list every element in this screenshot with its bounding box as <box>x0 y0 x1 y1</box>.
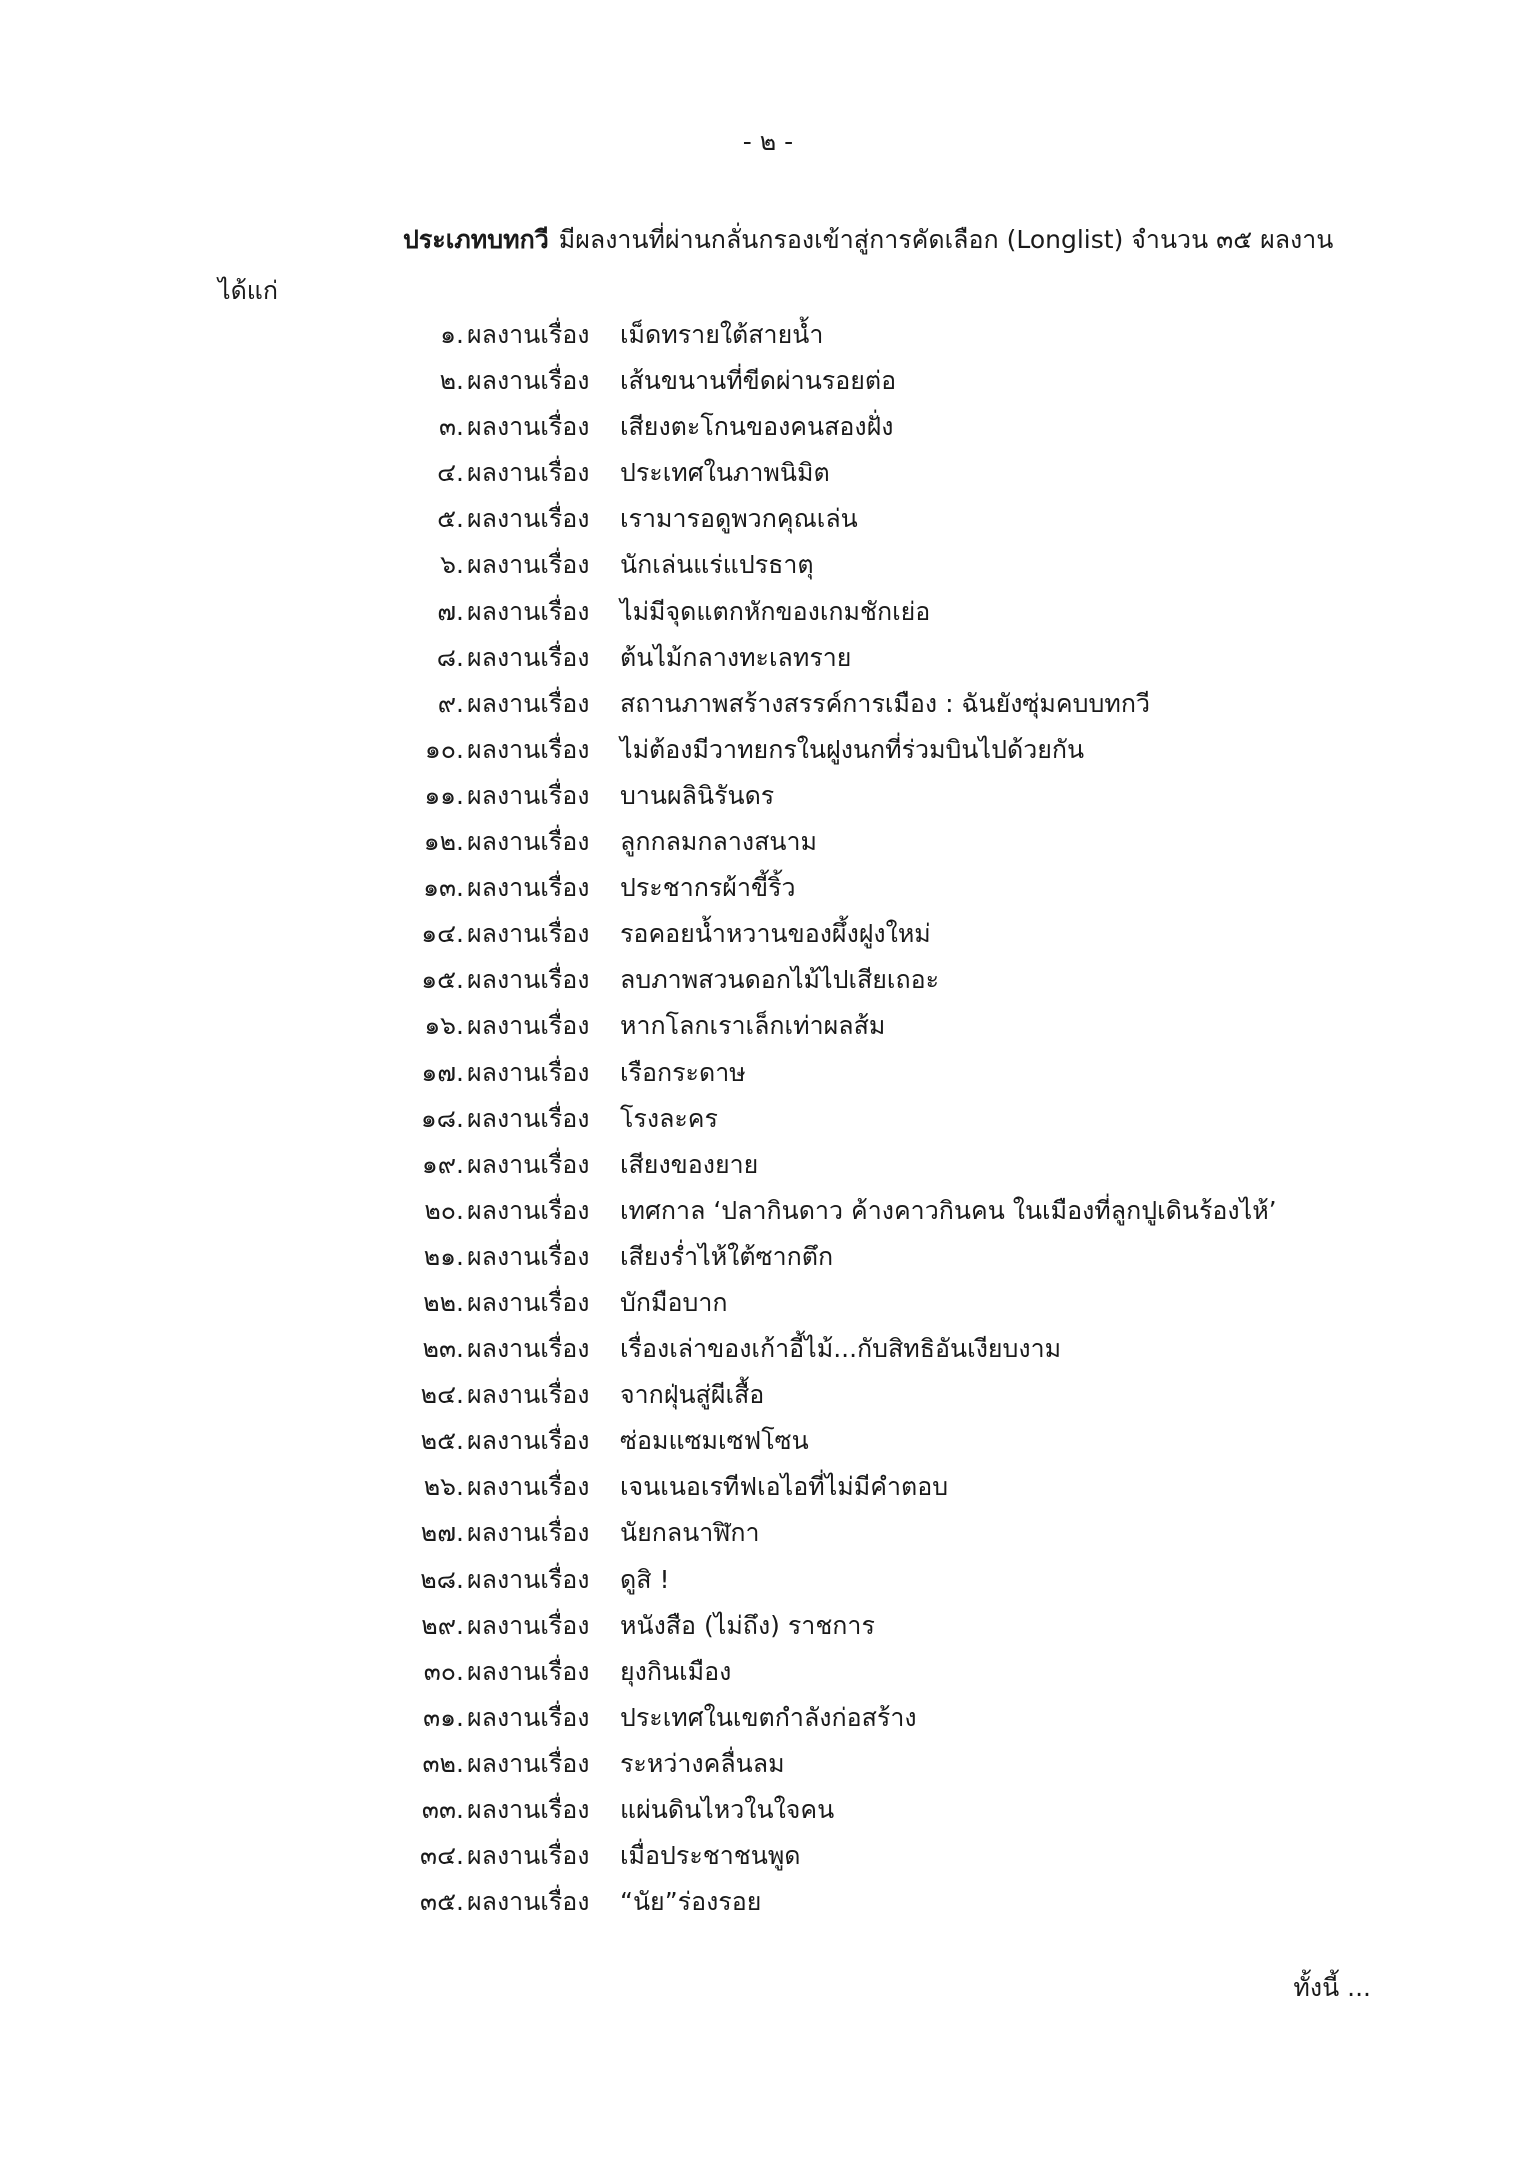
item-kind: ผลงานเรื่อง <box>467 965 590 995</box>
item-number: ๒๘. <box>420 1564 464 1594</box>
list-item <box>0 589 1536 635</box>
list-item <box>0 819 1536 865</box>
item-number: ๑๒. <box>423 827 464 857</box>
item-kind: ผลงานเรื่อง <box>467 1426 590 1456</box>
item-kind: ผลงานเรื่อง <box>467 1702 590 1732</box>
item-number: ๓๓. <box>421 1795 464 1824</box>
item-kind: ผลงานเรื่อง <box>467 1149 590 1179</box>
item-title: เรือกระดาษ <box>620 1057 746 1087</box>
list-item <box>0 1603 1536 1649</box>
list-item <box>0 358 1536 404</box>
item-kind: ผลงานเรื่อง <box>467 504 590 534</box>
list-item <box>0 1833 1536 1879</box>
list-item <box>0 1050 1536 1096</box>
item-number: ๒๓. <box>422 1334 464 1364</box>
item-kind: ผลงานเรื่อง <box>467 366 590 396</box>
list-item <box>0 1741 1536 1787</box>
item-title: รอคอยน้ำหวานของผึ้งฝูงใหม่ <box>620 919 931 949</box>
item-kind: ผลงานเรื่อง <box>467 688 590 718</box>
item-number: ๒. <box>439 366 464 396</box>
list-item <box>0 957 1536 1003</box>
item-title: เทศกาล ‘ปลากินดาว ค้างคาวกินคน ในเมืองที่ลูกปูเดินร้องไห้’ <box>620 1195 1277 1225</box>
item-number: ๑๘. <box>420 1103 464 1133</box>
item-kind: ผลงานเรื่อง <box>467 873 590 903</box>
item-kind: ผลงานเรื่อง <box>467 919 590 949</box>
item-number: ๒๗. <box>420 1518 464 1548</box>
item-number: ๗. <box>437 596 464 626</box>
list-item <box>0 911 1536 957</box>
item-title: จากฝุ่นสู่ผีเสื้อ <box>620 1380 765 1410</box>
continuation-note: ทั้งนี้ ... <box>1293 1973 1371 2002</box>
item-title: เจนเนอเรทีฟเอไอที่ไม่มีคำตอบ <box>620 1472 949 1502</box>
item-kind: ผลงานเรื่อง <box>467 734 590 764</box>
list-item <box>0 542 1536 588</box>
item-number: ๒๖. <box>423 1472 464 1502</box>
item-number: ๕. <box>437 504 464 534</box>
item-title: เรามารอดูพวกคุณเล่น <box>620 504 858 534</box>
intro-continuation: ได้แก่ <box>218 276 279 305</box>
item-title: บักมือบาก <box>620 1287 728 1317</box>
item-number: ๑๕. <box>421 965 464 995</box>
list-item <box>0 681 1536 727</box>
item-title: “นัย”ร่องรอย <box>620 1887 762 1917</box>
list-item <box>0 450 1536 496</box>
item-title: ซ่อมแซมเซฟโซน <box>620 1426 809 1456</box>
intro-text: มีผลงานที่ผ่านกลั่นกรองเข้าสู่การคัดเลือก (Longlist) จำนวน ๓๕ ผลงาน <box>558 225 1334 254</box>
item-number: ๓. <box>438 412 464 442</box>
item-kind: ผลงานเรื่อง <box>467 642 590 672</box>
item-number: ๑๙. <box>421 1149 464 1179</box>
item-kind: ผลงานเรื่อง <box>467 1103 590 1133</box>
list-item <box>0 1142 1536 1188</box>
item-kind: ผลงานเรื่อง <box>467 1610 590 1640</box>
item-number: ๓๐. <box>423 1656 464 1686</box>
item-title: เรื่องเล่าของเก้าอี้ไม้...กับสิทธิอันเงียบงาม <box>620 1334 1062 1364</box>
list-item <box>0 1695 1536 1741</box>
item-title: เส้นขนานที่ขีดผ่านรอยต่อ <box>620 366 897 396</box>
item-title: ประเทศในภาพนิมิต <box>620 458 830 488</box>
item-number: ๖. <box>440 550 464 580</box>
item-kind: ผลงานเรื่อง <box>467 1795 590 1824</box>
item-kind: ผลงานเรื่อง <box>467 1656 590 1686</box>
item-title: โรงละคร <box>620 1103 718 1133</box>
item-title: ประเทศในเขตกำลังก่อสร้าง <box>620 1702 917 1732</box>
item-number: ๓๔. <box>420 1841 464 1871</box>
list-item <box>0 1418 1536 1464</box>
list-item <box>0 1510 1536 1556</box>
item-title: เมื่อประชาชนพูด <box>620 1841 801 1871</box>
list-item <box>0 404 1536 450</box>
item-number: ๒๒. <box>423 1287 464 1317</box>
item-kind: ผลงานเรื่อง <box>467 458 590 488</box>
list-item <box>0 496 1536 542</box>
item-title: หนังสือ (ไม่ถึง) ราชการ <box>620 1610 875 1640</box>
item-kind: ผลงานเรื่อง <box>467 1472 590 1502</box>
item-kind: ผลงานเรื่อง <box>467 1518 590 1548</box>
item-title: เสียงร่ำไห้ใต้ซากตึก <box>620 1241 834 1271</box>
list-item <box>0 1003 1536 1049</box>
item-title: ยุงกินเมือง <box>620 1656 732 1686</box>
item-title: ระหว่างคลื่นลม <box>620 1748 785 1778</box>
item-title: เม็ดทรายใต้สายน้ำ <box>620 320 824 349</box>
item-kind: ผลงานเรื่อง <box>467 1748 590 1778</box>
item-kind: ผลงานเรื่อง <box>467 1564 590 1594</box>
item-kind: ผลงานเรื่อง <box>467 320 590 349</box>
item-number: ๒๑. <box>423 1241 464 1271</box>
item-number: ๒๐. <box>424 1195 464 1225</box>
item-title: ดูสิ ! <box>620 1564 670 1594</box>
item-title: แผ่นดินไหวในใจคน <box>620 1795 835 1824</box>
item-title: เสียงตะโกนของคนสองฝั่ง <box>620 412 894 442</box>
category-heading: ประเภทบทกวี <box>403 225 549 254</box>
list-item <box>0 1188 1536 1234</box>
item-number: ๒๙. <box>421 1610 464 1640</box>
item-title: นักเล่นแร่แปรธาตุ <box>620 550 814 580</box>
list-item <box>0 1787 1536 1833</box>
item-kind: ผลงานเรื่อง <box>467 780 590 810</box>
item-kind: ผลงานเรื่อง <box>467 1241 590 1271</box>
list-item <box>0 773 1536 819</box>
item-number: ๔. <box>437 458 464 488</box>
item-title: ไม่ต้องมีวาทยกรในฝูงนกที่ร่วมบินไปด้วยกัน <box>620 734 1085 764</box>
item-number: ๘. <box>436 642 464 672</box>
list-item <box>0 1326 1536 1372</box>
item-title: ลูกกลมกลางสนาม <box>620 827 817 857</box>
item-title: บานผลินิรันดร <box>620 780 775 810</box>
item-number: ๑๔. <box>421 919 464 949</box>
list-item <box>0 635 1536 681</box>
item-title: ลบภาพสวนดอกไม้ไปเสียเถอะ <box>620 965 940 995</box>
item-kind: ผลงานเรื่อง <box>467 550 590 580</box>
item-title: เสียงของยาย <box>620 1149 759 1179</box>
item-kind: ผลงานเรื่อง <box>467 1380 590 1410</box>
list-item <box>0 1234 1536 1280</box>
item-kind: ผลงานเรื่อง <box>467 1887 590 1917</box>
item-title: หากโลกเราเล็กเท่าผลส้ม <box>620 1011 886 1041</box>
list-item <box>0 1879 1536 1925</box>
list-item <box>0 727 1536 773</box>
item-number: ๑๓. <box>423 873 464 903</box>
item-kind: ผลงานเรื่อง <box>467 827 590 857</box>
list-item <box>0 1372 1536 1418</box>
list-item <box>0 312 1536 358</box>
item-title: สถานภาพสร้างสรรค์การเมือง : ฉันยังซุ่มคบบทกวี <box>620 688 1150 718</box>
list-item <box>0 1096 1536 1142</box>
item-kind: ผลงานเรื่อง <box>467 1841 590 1871</box>
item-number: ๙. <box>437 688 464 718</box>
item-kind: ผลงานเรื่อง <box>467 596 590 626</box>
list-item <box>0 1557 1536 1603</box>
item-number: ๒๔. <box>420 1380 464 1410</box>
list-item <box>0 1464 1536 1510</box>
item-number: ๑๗. <box>421 1057 464 1087</box>
list-item <box>0 865 1536 911</box>
item-number: ๓๒. <box>422 1748 464 1778</box>
item-kind: ผลงานเรื่อง <box>467 1011 590 1041</box>
list-item <box>0 1649 1536 1695</box>
item-number: ๓๕. <box>420 1887 464 1917</box>
item-title: นัยกลนาฬิกา <box>620 1518 760 1548</box>
item-title: ประชากรผ้าขี้ริ้ว <box>620 873 796 903</box>
item-number: ๑๑. <box>424 780 464 810</box>
item-number: ๑๖. <box>424 1011 464 1041</box>
works-list <box>0 312 1536 1925</box>
item-number: ๑๐. <box>424 734 464 764</box>
item-kind: ผลงานเรื่อง <box>467 1195 590 1225</box>
item-kind: ผลงานเรื่อง <box>467 1057 590 1087</box>
page-number: - ๒ - <box>742 127 794 156</box>
item-kind: ผลงานเรื่อง <box>467 1334 590 1364</box>
item-title: ต้นไม้กลางทะเลทราย <box>620 642 852 672</box>
item-number: ๑. <box>440 320 464 349</box>
list-item <box>0 1280 1536 1326</box>
item-kind: ผลงานเรื่อง <box>467 1287 590 1317</box>
intro-paragraph <box>403 222 1403 258</box>
item-title: ไม่มีจุดแตกหักของเกมชักเย่อ <box>620 596 931 626</box>
item-number: ๓๑. <box>423 1702 464 1732</box>
item-kind: ผลงานเรื่อง <box>467 412 590 442</box>
item-number: ๒๕. <box>420 1426 464 1456</box>
